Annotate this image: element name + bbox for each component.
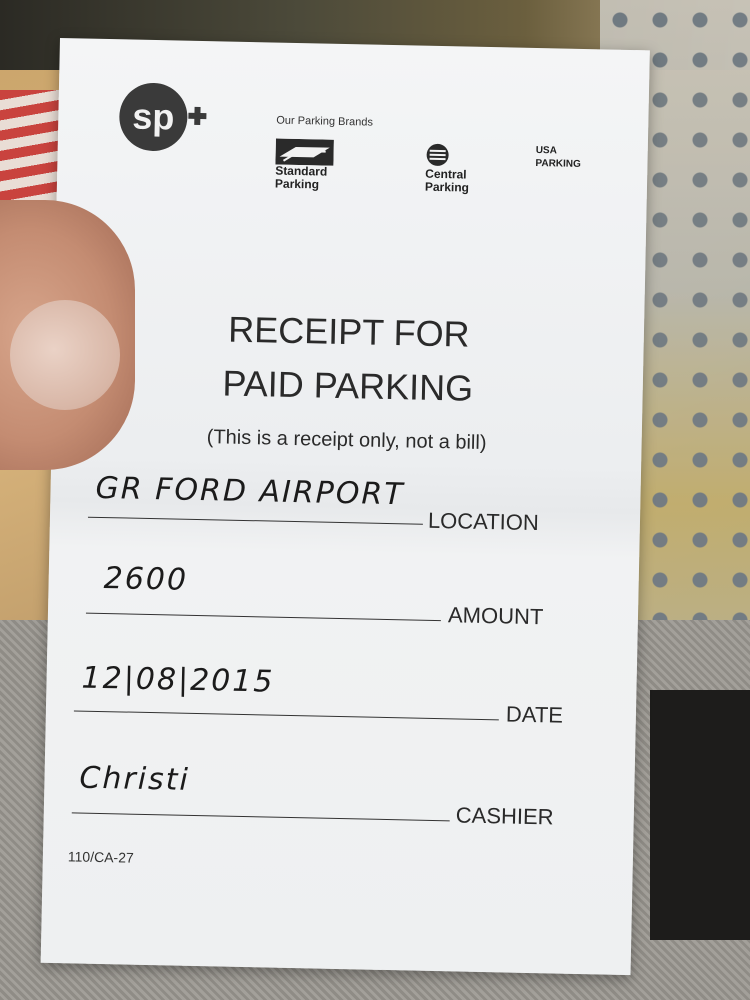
brand-usa-parking xyxy=(535,144,581,171)
svg-text:sp: sp xyxy=(131,95,175,138)
thumb-nail xyxy=(10,300,120,410)
brand-standard-line2: Parking xyxy=(274,176,320,192)
background-dark-object xyxy=(650,690,750,940)
cashier-signature: Christi xyxy=(79,760,191,798)
cashier-label: CASHIER xyxy=(455,802,554,830)
standard-parking-icon xyxy=(275,139,334,166)
brand-central-parking xyxy=(425,142,470,195)
amount-label: AMOUNT xyxy=(447,602,544,630)
receipt-title-line2: PAID PARKING xyxy=(222,362,474,409)
amount-value: 2600 xyxy=(103,561,189,598)
brand-central-line2: Parking xyxy=(424,179,470,195)
location-label: LOCATION xyxy=(427,507,540,536)
form-code: 110/CA-27 xyxy=(67,848,134,866)
sp-plus-logo-icon xyxy=(118,81,209,153)
location-line xyxy=(88,517,423,525)
brand-standard-line1: Standard xyxy=(275,163,328,179)
receipt-subtitle: (This is a receipt only, not a bill) xyxy=(206,426,487,455)
central-parking-icon xyxy=(425,142,450,168)
date-label: DATE xyxy=(505,701,564,728)
brand-standard-parking xyxy=(275,139,338,192)
brand-usa-line2: PARKING xyxy=(535,157,581,170)
brand-usa-line1: USA xyxy=(535,144,557,157)
amount-line xyxy=(86,613,441,621)
brand-central-line1: Central xyxy=(425,166,467,182)
location-value: GR FORD AIRPORT xyxy=(95,470,405,513)
date-value: 12|08|2015 xyxy=(81,660,275,700)
receipt-title-line1: RECEIPT FOR xyxy=(227,308,471,355)
parking-receipt xyxy=(41,38,650,975)
brands-caption: Our Parking Brands xyxy=(276,114,374,129)
date-line xyxy=(74,710,499,720)
cashier-line xyxy=(72,812,450,821)
